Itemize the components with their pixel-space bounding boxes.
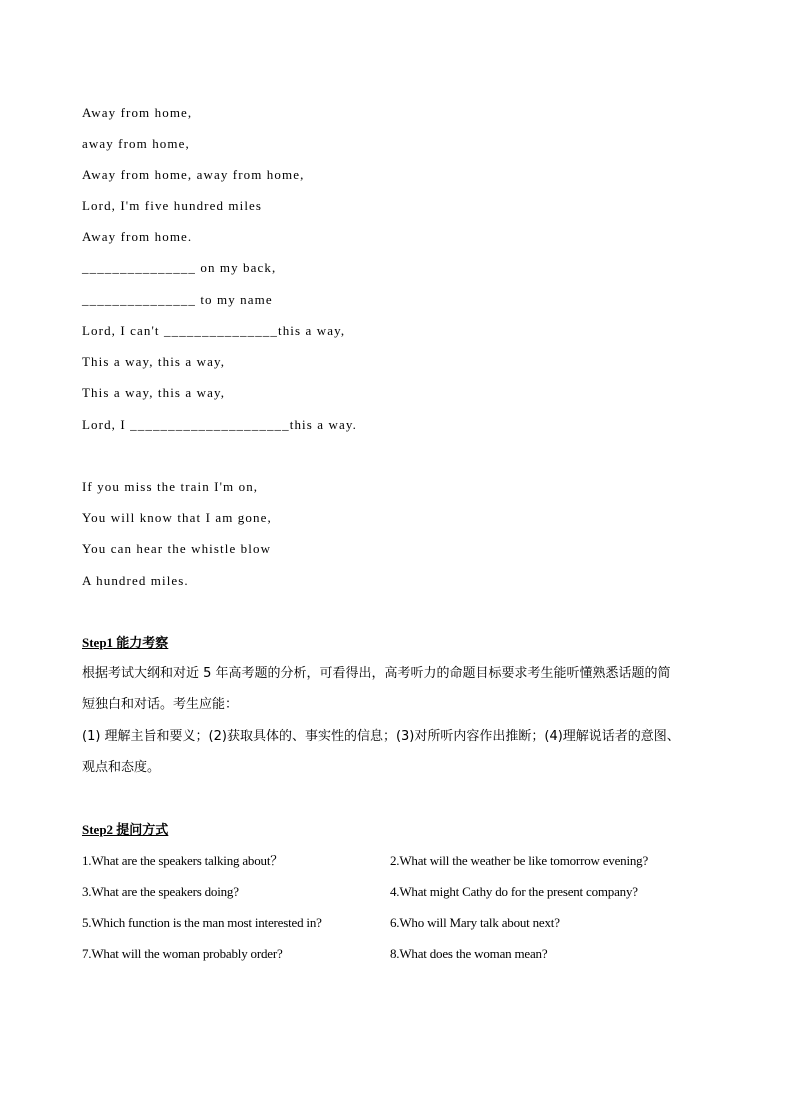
- question-item: 8.What does the woman mean?: [390, 946, 548, 961]
- question-item: 5.Which function is the man most interested in?: [82, 915, 322, 930]
- step1-heading: Step1 能力考察: [82, 635, 169, 650]
- lyric-line: This a way, this a way,: [82, 354, 226, 369]
- lyric-line-blank: Lord, I can't _______________this a way,: [82, 323, 346, 338]
- lyric-line-blank: Lord, I _____________________this a way.: [82, 417, 357, 432]
- step2-heading: Step2 提问方式: [82, 822, 169, 837]
- lyric-line: You can hear the whistle blow: [82, 541, 272, 556]
- lyric-line: away from home,: [82, 136, 190, 151]
- question-item: 1.What are the speakers talking about？: [82, 853, 284, 868]
- lyric-line: If you miss the train I'm on,: [82, 479, 259, 494]
- lyric-line: You will know that I am gone,: [82, 510, 272, 525]
- lyric-line: Away from home, away from home,: [82, 167, 305, 182]
- lyric-line-blank: _______________ on my back,: [82, 260, 277, 275]
- lyric-line: Away from home.: [82, 229, 193, 244]
- step1-paragraph-line: 根据考试大纲和对近 5 年高考题的分析，可看得出，高考听力的命题目标要求考生能听懂熟悉话题的简: [82, 666, 671, 681]
- question-item: 2.What will the weather be like tomorrow evening?: [390, 853, 649, 868]
- lyric-line-blank: _______________ to my name: [82, 292, 273, 307]
- question-item: 7.What will the woman probably order?: [82, 946, 283, 961]
- lyric-line: A hundred miles.: [82, 573, 189, 588]
- step1-paragraph-line: 短独白和对话。考生应能：: [82, 697, 239, 712]
- question-item: 3.What are the speakers doing?: [82, 884, 239, 899]
- lyric-line: Away from home,: [82, 105, 193, 120]
- step1-paragraph-line: 观点和态度。: [82, 760, 161, 775]
- step1-paragraph-line: (1) 理解主旨和要义；(2)获取具体的、事实性的信息；(3)对所听内容作出推断；(4)理解说话者的意图、: [82, 729, 680, 744]
- question-item: 4.What might Cathy do for the present company?: [390, 884, 638, 899]
- question-item: 6.Who will Mary talk about next?: [390, 915, 560, 930]
- lyric-line: This a way, this a way,: [82, 385, 226, 400]
- lyric-line: Lord, I'm five hundred miles: [82, 198, 263, 213]
